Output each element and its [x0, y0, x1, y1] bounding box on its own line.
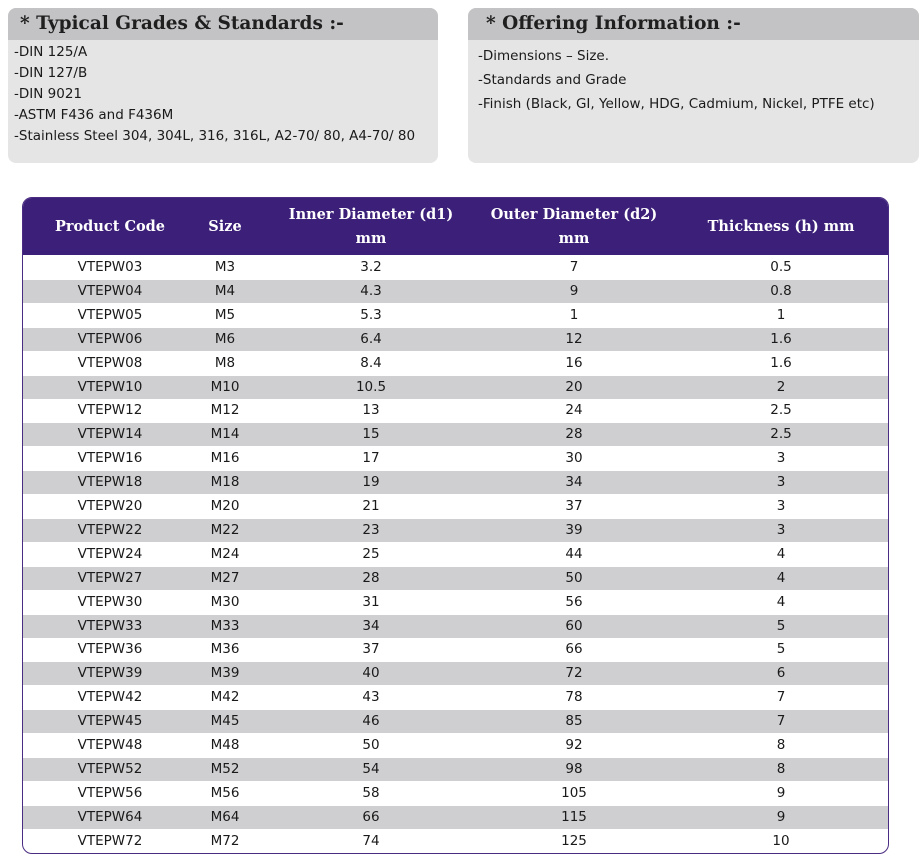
- cell-outer-diameter: 24: [565, 402, 583, 419]
- cell-outer-diameter: 16: [565, 354, 583, 371]
- cell-product-code: VTEPW72: [77, 832, 143, 849]
- cell-product-code: VTEPW36: [77, 641, 143, 658]
- table-row: [23, 304, 888, 327]
- cell-size: M30: [210, 593, 240, 610]
- table-row: [23, 567, 888, 590]
- cell-outer-diameter: 20: [565, 378, 583, 395]
- cell-product-code: VTEPW03: [77, 259, 143, 275]
- cell-product-code: VTEPW14: [77, 426, 143, 443]
- cell-product-code: VTEPW22: [77, 521, 143, 538]
- offering-panel: [468, 8, 919, 163]
- table-row: [23, 423, 888, 446]
- cell-outer-diameter: 105: [561, 784, 587, 801]
- cell-size: M45: [210, 713, 240, 730]
- cell-outer-diameter: 39: [565, 521, 583, 538]
- header-outer-diameter: [470, 198, 678, 255]
- cell-size: M6: [214, 330, 236, 347]
- cell-product-code: VTEPW56: [77, 784, 143, 801]
- cell-size: M42: [210, 689, 240, 706]
- cell-product-code: VTEPW05: [77, 306, 143, 323]
- cell-size: M24: [210, 545, 240, 562]
- cell-thickness: 3: [776, 474, 786, 491]
- cell-product-code: VTEPW30: [77, 593, 143, 610]
- table-row: [23, 615, 888, 638]
- cell-inner-diameter: 21: [362, 498, 380, 514]
- cell-product-code: VTEPW18: [77, 474, 143, 491]
- table-row: [23, 830, 888, 853]
- cell-thickness: 1: [776, 306, 786, 323]
- grades-panel: [8, 8, 438, 163]
- table-row: [23, 686, 888, 709]
- cell-inner-diameter: 50: [362, 737, 380, 753]
- cell-outer-diameter: 7: [569, 259, 579, 275]
- cell-inner-diameter: 54: [362, 760, 380, 777]
- cell-outer-diameter: 1: [569, 306, 579, 323]
- cell-size: M20: [210, 498, 240, 514]
- cell-outer-diameter: 56: [565, 593, 583, 610]
- cell-size: M5: [214, 306, 236, 323]
- cell-outer-diameter: 30: [565, 450, 583, 467]
- cell-size: M18: [210, 474, 240, 491]
- cell-inner-diameter: 46: [362, 713, 380, 730]
- cell-outer-diameter: 98: [565, 760, 583, 777]
- cell-product-code: VTEPW20: [77, 498, 143, 514]
- cell-product-code: VTEPW10: [77, 378, 143, 395]
- cell-inner-diameter: 15: [362, 426, 380, 443]
- cell-inner-diameter: 74: [362, 832, 380, 849]
- grade-item: -DIN 9021: [14, 86, 82, 102]
- offering-item: -Finish (Black, GI, Yellow, HDG, Cadmium, Nickel, PTFE etc): [478, 96, 875, 112]
- cell-thickness: 2.5: [770, 402, 792, 419]
- cell-outer-diameter: 66: [565, 641, 583, 658]
- cell-size: M22: [210, 521, 240, 538]
- cell-inner-diameter: 23: [362, 521, 380, 538]
- cell-size: M27: [210, 569, 240, 586]
- header-thickness: [678, 198, 884, 255]
- cell-thickness: 7: [776, 713, 786, 730]
- cell-inner-diameter: 34: [362, 617, 380, 634]
- cell-thickness: 5: [776, 617, 786, 634]
- product-table: [22, 197, 889, 854]
- cell-inner-diameter: 17: [362, 450, 380, 467]
- grades-list: [8, 40, 438, 147]
- table-row: [23, 782, 888, 805]
- cell-product-code: VTEPW42: [77, 689, 143, 706]
- cell-product-code: VTEPW12: [77, 402, 143, 419]
- cell-size: M52: [210, 760, 240, 777]
- cell-size: M3: [214, 259, 236, 275]
- cell-inner-diameter: 43: [362, 689, 380, 706]
- cell-product-code: VTEPW04: [77, 282, 143, 299]
- grade-item: -DIN 125/A: [14, 44, 88, 60]
- cell-outer-diameter: 9: [569, 282, 579, 299]
- table-row: [23, 519, 888, 542]
- cell-inner-diameter: 13: [362, 402, 380, 419]
- cell-thickness: 10: [772, 832, 790, 849]
- cell-thickness: 5: [776, 641, 786, 658]
- offering-item: -Dimensions – Size.: [478, 48, 609, 64]
- cell-inner-diameter: 37: [362, 641, 380, 658]
- cell-thickness: 3: [776, 521, 786, 538]
- cell-thickness: 7: [776, 689, 786, 706]
- cell-thickness: 9: [776, 784, 786, 801]
- table-row: [23, 447, 888, 470]
- cell-inner-diameter: 66: [362, 808, 380, 825]
- table-row: [23, 280, 888, 303]
- cell-thickness: 8: [776, 737, 786, 753]
- header-size: [173, 198, 277, 255]
- header-product-code: [23, 198, 197, 255]
- header-size-label: Size: [208, 217, 242, 235]
- cell-outer-diameter: 78: [565, 689, 583, 706]
- cell-product-code: VTEPW24: [77, 545, 143, 562]
- table-row: [23, 710, 888, 733]
- cell-size: M39: [210, 665, 240, 682]
- header-inner-diameter-label: Inner Diameter (d1) mm: [288, 205, 454, 247]
- table-row: [23, 591, 888, 614]
- cell-thickness: 0.8: [770, 282, 792, 299]
- cell-outer-diameter: 92: [565, 737, 583, 753]
- cell-product-code: VTEPW16: [77, 450, 143, 467]
- cell-outer-diameter: 85: [565, 713, 583, 730]
- header-thickness-label: Thickness (h) mm: [707, 217, 855, 235]
- grades-title: * Typical Grades & Standards :-: [8, 8, 438, 40]
- cell-size: M56: [210, 784, 240, 801]
- cell-outer-diameter: 44: [565, 545, 583, 562]
- cell-thickness: 2.5: [770, 426, 792, 443]
- cell-thickness: 1.6: [770, 354, 792, 371]
- cell-inner-diameter: 28: [362, 569, 380, 586]
- cell-thickness: 8: [776, 760, 786, 777]
- cell-product-code: VTEPW08: [77, 354, 143, 371]
- cell-thickness: 4: [776, 593, 786, 610]
- cell-outer-diameter: 125: [561, 832, 587, 849]
- cell-size: M36: [210, 641, 240, 658]
- table-row: [23, 662, 888, 685]
- table-row: [23, 376, 888, 399]
- cell-inner-diameter: 58: [362, 784, 380, 801]
- table-row: [23, 806, 888, 829]
- cell-size: M33: [210, 617, 240, 634]
- cell-inner-diameter: 25: [362, 545, 380, 562]
- cell-size: M8: [214, 354, 236, 371]
- cell-inner-diameter: 3.2: [360, 259, 382, 275]
- table-row: [23, 256, 888, 279]
- table-row: [23, 495, 888, 518]
- cell-inner-diameter: 6.4: [360, 330, 382, 347]
- cell-size: M10: [210, 378, 240, 395]
- table-row: [23, 471, 888, 494]
- table-row: [23, 638, 888, 661]
- cell-product-code: VTEPW39: [77, 665, 143, 682]
- cell-thickness: 3: [776, 450, 786, 467]
- cell-size: M4: [214, 282, 236, 299]
- cell-outer-diameter: 28: [565, 426, 583, 443]
- cell-outer-diameter: 34: [565, 474, 583, 491]
- cell-product-code: VTEPW33: [77, 617, 143, 634]
- cell-thickness: 3: [776, 498, 786, 514]
- cell-outer-diameter: 60: [565, 617, 583, 634]
- cell-thickness: 4: [776, 545, 786, 562]
- cell-outer-diameter: 12: [565, 330, 583, 347]
- cell-size: M64: [210, 808, 240, 825]
- table-row: [23, 399, 888, 422]
- cell-outer-diameter: 72: [565, 665, 583, 682]
- offering-title: * Offering Information :-: [468, 8, 919, 40]
- cell-inner-diameter: 31: [362, 593, 380, 610]
- grade-item: -Stainless Steel 304, 304L, 316, 316L, A2-70/ 80, A4-70/ 80: [14, 128, 416, 144]
- offering-list: [468, 40, 919, 116]
- table-row: [23, 734, 888, 757]
- cell-outer-diameter: 115: [561, 808, 587, 825]
- cell-size: M72: [210, 832, 240, 849]
- cell-product-code: VTEPW06: [77, 330, 143, 347]
- cell-thickness: 4: [776, 569, 786, 586]
- grade-item: -DIN 127/B: [14, 65, 88, 81]
- cell-product-code: VTEPW52: [77, 760, 143, 777]
- cell-size: M48: [210, 737, 240, 753]
- offering-item: -Standards and Grade: [478, 72, 627, 88]
- cell-product-code: VTEPW27: [77, 569, 143, 586]
- table-row: [23, 328, 888, 351]
- header-outer-diameter-label: Outer Diameter (d2) mm: [490, 205, 658, 247]
- cell-inner-diameter: 4.3: [360, 282, 382, 299]
- header-product-code-label: Product Code: [54, 217, 166, 235]
- cell-thickness: 1.6: [770, 330, 792, 347]
- header-inner-diameter: [271, 198, 471, 255]
- cell-product-code: VTEPW64: [77, 808, 143, 825]
- cell-outer-diameter: 37: [565, 498, 583, 514]
- grade-item: -ASTM F436 and F436M: [14, 107, 174, 123]
- cell-inner-diameter: 10.5: [355, 378, 387, 395]
- table-row: [23, 758, 888, 781]
- cell-product-code: VTEPW45: [77, 713, 143, 730]
- cell-thickness: 9: [776, 808, 786, 825]
- cell-product-code: VTEPW48: [77, 737, 143, 753]
- cell-outer-diameter: 50: [565, 569, 583, 586]
- table-header: [23, 198, 888, 255]
- cell-inner-diameter: 8.4: [360, 354, 382, 371]
- cell-thickness: 2: [776, 378, 786, 395]
- cell-inner-diameter: 40: [362, 665, 380, 682]
- cell-size: M16: [210, 450, 240, 467]
- cell-inner-diameter: 19: [362, 474, 380, 491]
- cell-size: M12: [210, 402, 240, 419]
- table-row: [23, 352, 888, 375]
- table-row: [23, 543, 888, 566]
- cell-thickness: 0.5: [770, 259, 792, 275]
- cell-thickness: 6: [776, 665, 786, 682]
- cell-size: M14: [210, 426, 240, 443]
- cell-inner-diameter: 5.3: [360, 306, 382, 323]
